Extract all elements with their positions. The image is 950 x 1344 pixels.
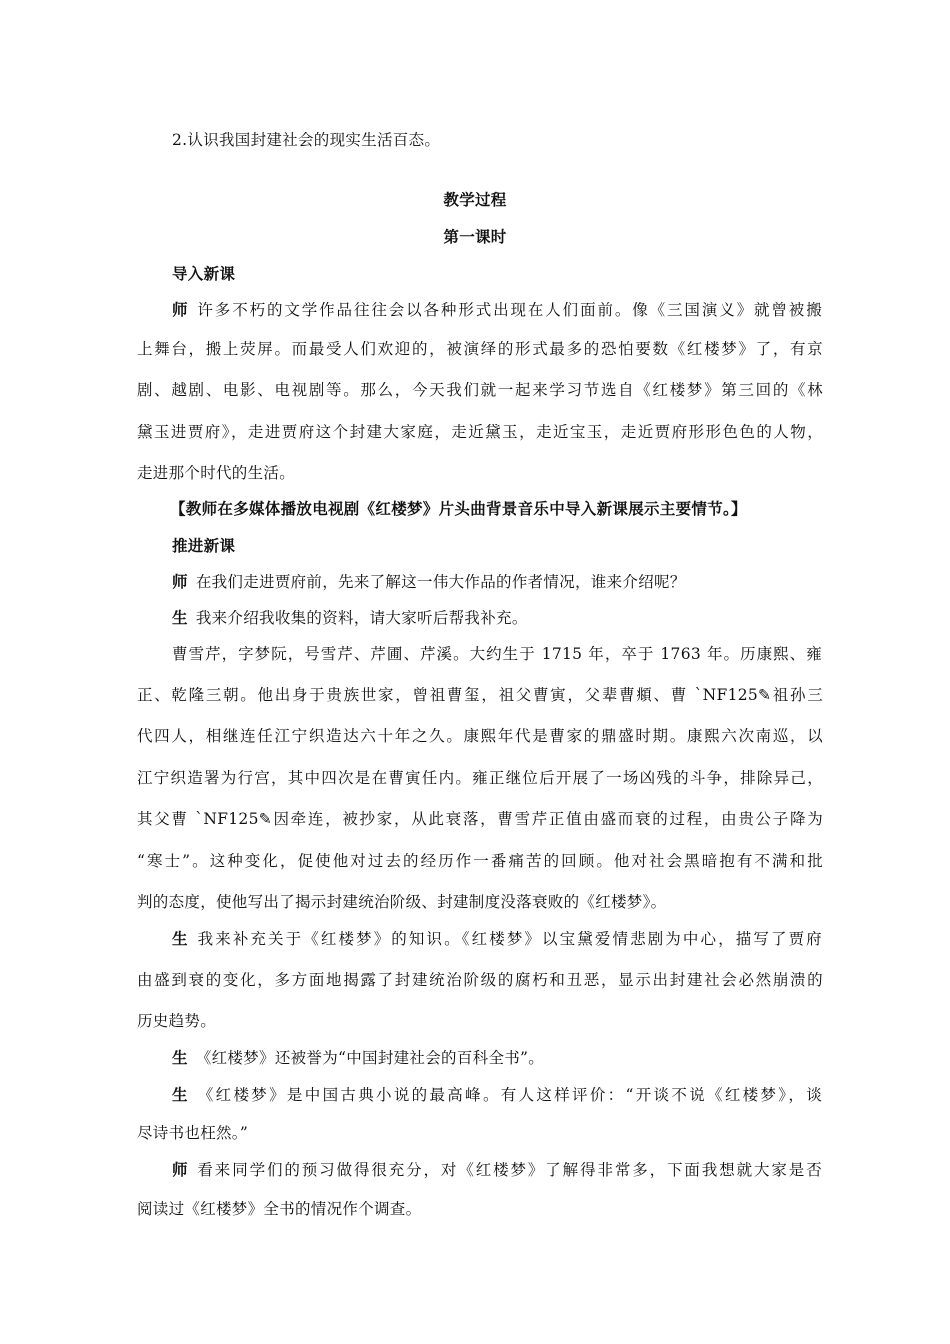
- section-heading-lesson: 第一课时: [443, 228, 507, 246]
- dialogue-student: 生 我来介绍我收集的资料，请大家听后帮我补充。: [172, 609, 528, 627]
- dialogue-teacher: 师 在我们走进贾府前，先来了解这一伟大作品的作者情况，谁来介绍呢？: [172, 573, 686, 591]
- speaker-teacher: 师: [172, 573, 188, 591]
- subheading-advance: 推进新课: [172, 537, 236, 555]
- intro-paragraph-line: 剧、越剧、电影、电视剧等。那么，今天我们就一起来学习节选自《红楼梦》第三回的《林: [137, 381, 823, 399]
- speaker-student: 生: [172, 1049, 188, 1067]
- goal-item-2: 2.认识我国封建社会的现实生活百态。: [172, 131, 441, 149]
- bio-paragraph-line: 判的态度，使他写出了揭示封建统治阶级、封建制度没落衰败的《红楼梦》。: [137, 893, 667, 911]
- dialogue-line: 尽诗书也枉然。”: [137, 1124, 249, 1142]
- dialogue-student: 生 我来补充关于《红楼梦》的知识。《红楼梦》以宝黛爱情悲剧为中心，描写了贾府: [172, 930, 822, 948]
- dialogue-line: 由盛到衰的变化，多方面地揭露了封建统治阶级的腐朽和丑恶，显示出封建社会必然崩溃的: [137, 971, 823, 989]
- bio-paragraph-line: 江宁织造署为行宫，其中四次是在曹寅任内。雍正继位后开展了一场凶残的斗争，排除异己，: [137, 769, 823, 787]
- bio-paragraph-line: 代四人，相继连任江宁织造达六十年之久。康熙年代是曹家的鼎盛时期。康熙六次南巡，以: [137, 727, 823, 745]
- intro-paragraph-line: 上舞台，搬上荧屏。而最受人们欢迎的，被演绎的形式最多的恐怕要数《红楼梦》了，有京: [137, 340, 823, 358]
- intro-paragraph-line: 黛玉进贾府》，走进贾府这个封建大家庭，走近黛玉，走近宝玉，走近贾府形形色色的人物，: [137, 423, 823, 441]
- bio-paragraph-line: 正、乾隆三朝。他出身于贵族世家，曾祖曹玺，祖父曹寅，父辈曹頫、曹 `NF125✎祖孙三: [137, 686, 823, 704]
- speaker-student: 生: [172, 930, 190, 948]
- section-heading-process: 教学过程: [443, 191, 507, 209]
- dialogue-teacher: 师 看来同学们的预习做得很充分，对《红楼梦》了解得非常多，下面我想就大家是否: [172, 1161, 822, 1179]
- bracket-note: 【教师在多媒体播放电视剧《红楼梦》片头曲背景音乐中导入新课展示主要情节。】: [170, 500, 747, 518]
- speaker-teacher: 师: [172, 1161, 190, 1179]
- bio-paragraph-line: 曹雪芹，字梦阮，号雪芹、芹圃、芹溪。大约生于 1715 年，卒于 1763 年。历康熙、雍: [172, 645, 822, 663]
- bio-paragraph-line: “寒士”。这种变化，促使他对过去的经历作一番痛苦的回顾。他对社会黑暗抱有不满和批: [137, 852, 823, 870]
- subheading-intro: 导入新课: [172, 265, 236, 283]
- intro-paragraph-line: 师 许多不朽的文学作品往往会以各种形式出现在人们面前。像《三国演义》就曾被搬: [172, 301, 822, 319]
- dialogue-line: 阅读过《红楼梦》全书的情况作个调查。: [137, 1200, 422, 1218]
- dialogue-student: 生 《红楼梦》是中国古典小说的最高峰。有人这样评价：“开谈不说《红楼梦》，谈: [172, 1086, 822, 1104]
- speaker-student: 生: [172, 609, 188, 627]
- speaker-student: 生: [172, 1086, 190, 1104]
- intro-paragraph-line: 走进那个时代的生活。: [137, 464, 296, 482]
- dialogue-line: 历史趋势。: [137, 1012, 217, 1030]
- dialogue-student: 生 《红楼梦》还被誉为“中国封建社会的百科全书”。: [172, 1049, 545, 1067]
- bio-paragraph-line: 其父曹 `NF125✎因牵连，被抄家，从此衰落，曹雪芹正值由盛而衰的过程，由贵公子降为: [137, 810, 823, 828]
- speaker-teacher: 师: [172, 301, 190, 319]
